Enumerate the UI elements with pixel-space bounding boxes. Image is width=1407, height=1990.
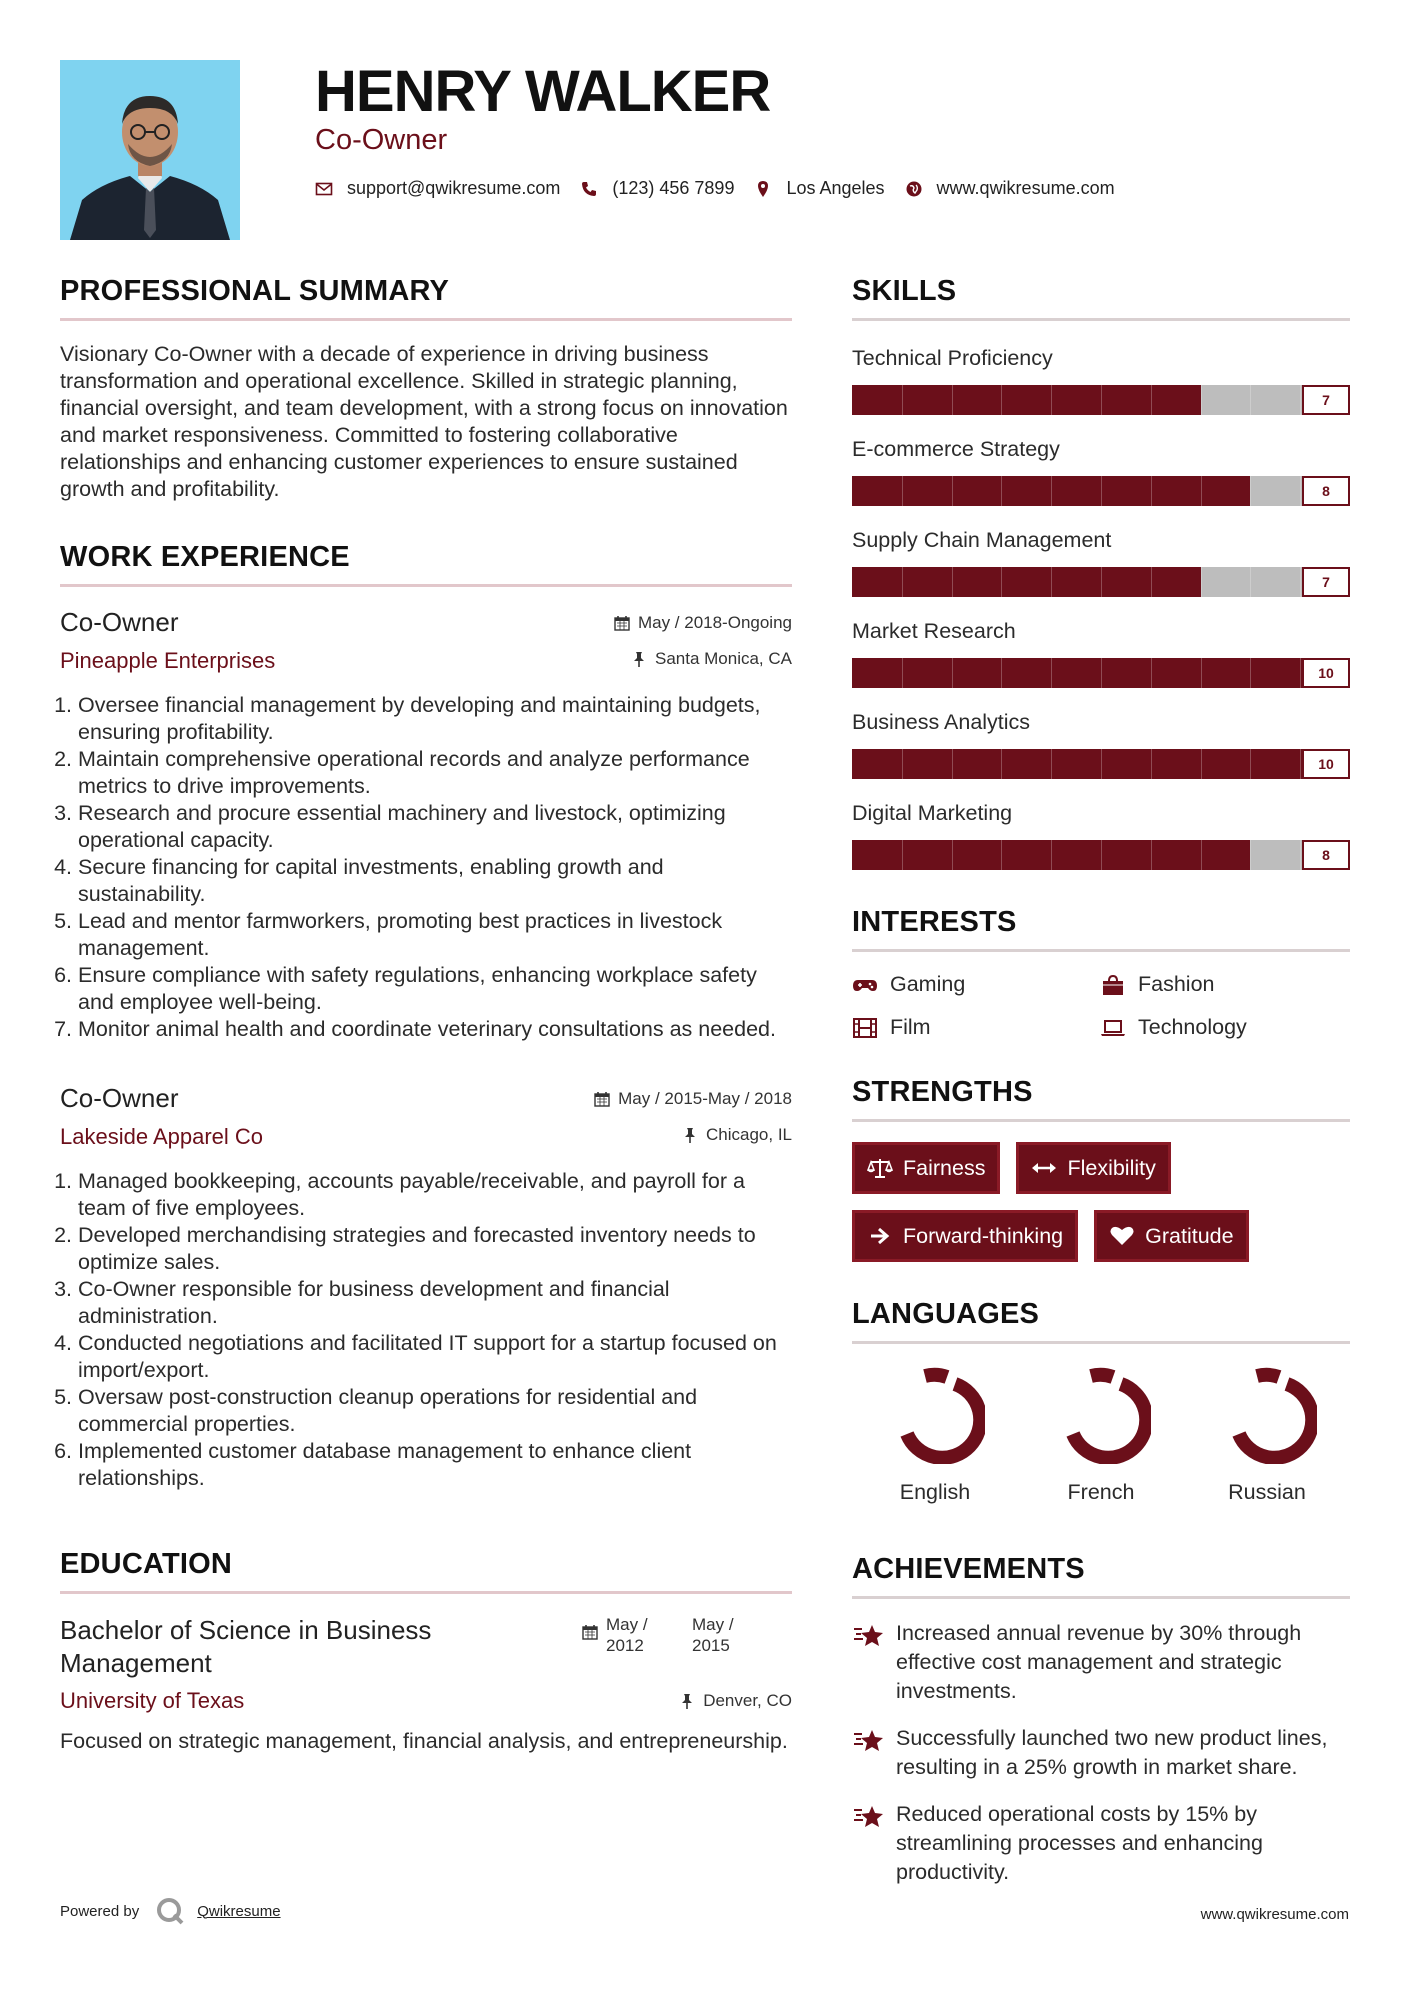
achievements-heading: ACHIEVEMENTS	[852, 1553, 1350, 1599]
skill-item	[852, 614, 1350, 688]
education-heading: EDUCATION	[60, 1548, 792, 1594]
strength-label: Fairness	[903, 1155, 986, 1180]
footer-website-link[interactable]: www.qwikresume.com	[1200, 1906, 1349, 1923]
skill-segment-divider	[1151, 840, 1152, 870]
duty-item: 1. Managed bookkeeping, accounts payable/receivable, and payroll for a team of five employees.	[78, 1168, 792, 1222]
star-trail-icon	[852, 1726, 886, 1754]
achievement-text: Reduced operational costs by 15% by streamlining processes and enhancing productivity.	[896, 1802, 1263, 1884]
contact-email-text: support@qwikresume.com	[347, 178, 561, 198]
interests-section	[852, 906, 1350, 1040]
skill-bar	[852, 840, 1350, 870]
skill-name: Technical Proficiency	[852, 346, 1053, 370]
language-list	[852, 1364, 1350, 1505]
job-meta-block	[594, 1083, 792, 1145]
contact-website-text: www.qwikresume.com	[936, 178, 1115, 198]
strength-label: Gratitude	[1145, 1223, 1234, 1248]
language-ring-arc	[1239, 1384, 1312, 1458]
language-ring-arc	[1257, 1375, 1279, 1377]
job-meta-block	[614, 607, 792, 669]
skill-segment-divider	[1250, 476, 1251, 506]
skill-segment-divider	[1201, 385, 1202, 415]
qwikresume-logo-icon	[155, 1896, 185, 1926]
strengths-section	[852, 1076, 1350, 1262]
star-trail-icon	[852, 1621, 886, 1649]
duty-item: 2. Maintain comprehensive operational records and analyze performance metrics to drive improvements.	[78, 746, 792, 800]
skill-bar	[852, 385, 1350, 415]
skill-fill	[852, 567, 1201, 597]
skill-level-badge: 10	[1302, 749, 1350, 779]
skill-name: E-commerce Strategy	[852, 437, 1060, 461]
skill-name: Market Research	[852, 619, 1016, 643]
achievement-item	[852, 1619, 1350, 1706]
skill-level-badge: 8	[1302, 476, 1350, 506]
job-header	[60, 1083, 792, 1150]
contact-phone[interactable]	[580, 178, 734, 199]
language-name: English	[899, 1480, 971, 1504]
interest-item	[1100, 1015, 1350, 1040]
contact-location	[754, 178, 884, 199]
strengths-heading: STRENGTHS	[852, 1076, 1350, 1122]
language-ring-arc	[907, 1384, 980, 1458]
duty-list	[60, 1168, 792, 1492]
skill-segment-divider	[952, 658, 953, 688]
skill-segment-divider	[1051, 749, 1052, 779]
duty-item: 5. Lead and mentor farmworkers, promoting best practices in livestock management.	[78, 908, 792, 962]
arrow-right-icon	[867, 1225, 893, 1247]
skill-segment-divider	[952, 385, 953, 415]
skill-segment-divider	[1201, 567, 1202, 597]
languages-heading: LANGUAGES	[852, 1298, 1350, 1344]
skill-segment-divider	[1101, 658, 1102, 688]
language-item	[1184, 1364, 1350, 1505]
job-entry	[60, 607, 792, 1043]
interest-item	[1100, 972, 1350, 997]
skill-bar	[852, 749, 1350, 779]
contact-location-text: Los Angeles	[786, 178, 885, 198]
skill-item	[852, 796, 1350, 870]
job-company: Lakeside Apparel Co	[60, 1124, 264, 1149]
contact-bar	[315, 178, 1135, 199]
skill-segment-divider	[1101, 840, 1102, 870]
achievement-text: Successfully launched two new product lines, resulting in a 25% growth in market share.	[896, 1726, 1328, 1779]
skill-segment-divider	[902, 749, 903, 779]
education-start-date: May / 2012	[606, 1615, 648, 1655]
skill-item	[852, 705, 1350, 779]
candidate-role: Co-Owner	[315, 124, 448, 156]
language-name: Russian	[1228, 1480, 1306, 1504]
summary-section	[60, 275, 792, 503]
language-ring-arc	[925, 1375, 947, 1377]
map-pin-icon	[754, 180, 772, 198]
skill-item	[852, 341, 1350, 415]
calendar-icon	[614, 615, 630, 631]
skill-segment-divider	[1250, 840, 1251, 870]
strength-list	[852, 1142, 1350, 1262]
education-school: University of Texas	[60, 1688, 245, 1713]
star-trail-icon	[852, 1802, 886, 1830]
duty-item: 3. Co-Owner responsible for business development and financial administration.	[78, 1276, 792, 1330]
achievements-section	[852, 1553, 1350, 1887]
person-portrait-icon	[60, 60, 240, 240]
education-location-text: Denver, CO	[703, 1691, 792, 1710]
education-dates	[582, 1614, 764, 1680]
duty-item: 4. Conducted negotiations and facilitated IT support for a startup focused on import/export.	[78, 1330, 792, 1384]
skill-segment-divider	[1001, 476, 1002, 506]
skill-segment-divider	[1051, 476, 1052, 506]
skill-segment-divider	[1201, 840, 1202, 870]
language-name: French	[1067, 1480, 1135, 1504]
interest-list	[852, 972, 1350, 1040]
powered-by-label: Powered by	[60, 1902, 140, 1920]
job-company: Pineapple Enterprises	[60, 648, 276, 673]
skill-name: Supply Chain Management	[852, 528, 1112, 552]
job-dates	[614, 613, 792, 633]
skill-segment-divider	[1101, 385, 1102, 415]
skill-bar	[852, 476, 1350, 506]
skill-segment-divider	[1151, 385, 1152, 415]
footer-powered-by	[60, 1896, 281, 1926]
education-header	[60, 1614, 792, 1680]
skill-segment-divider	[902, 476, 903, 506]
skill-segment-divider	[1250, 567, 1251, 597]
duty-item: 2. Developed merchandising strategies and forecasted inventory needs to optimize sales.	[78, 1222, 792, 1276]
duty-item: 4. Secure financing for capital investments, enabling growth and sustainability.	[78, 854, 792, 908]
gamepad-icon	[852, 974, 878, 996]
phone-icon	[580, 180, 598, 198]
skill-segment-divider	[1101, 567, 1102, 597]
strength-label: Flexibility	[1067, 1155, 1156, 1180]
skill-segment-divider	[952, 567, 953, 597]
language-item	[1018, 1364, 1184, 1505]
contact-website[interactable]	[905, 178, 1115, 199]
duty-list	[60, 692, 792, 1043]
interest-label: Fashion	[1138, 972, 1215, 996]
strength-tag	[852, 1210, 1078, 1262]
calendar-icon	[582, 1624, 598, 1640]
language-ring-icon	[885, 1364, 985, 1464]
skill-level-badge: 7	[1302, 385, 1350, 415]
skill-segment-divider	[1201, 658, 1202, 688]
pushpin-icon	[679, 1693, 695, 1709]
language-ring-arc	[1091, 1375, 1113, 1377]
pushpin-icon	[631, 651, 647, 667]
job-dates-text: May / 2015-May / 2018	[618, 1089, 792, 1108]
interest-label: Technology	[1138, 1015, 1247, 1039]
job-location	[614, 649, 792, 669]
achievement-text: Increased annual revenue by 30% through effective cost management and strategic investments.	[896, 1621, 1302, 1703]
skill-name: Business Analytics	[852, 710, 1031, 734]
skill-level-badge: 7	[1302, 567, 1350, 597]
duty-item: 6. Implemented customer database management to enhance client relationships.	[78, 1438, 792, 1492]
skill-segment-divider	[902, 658, 903, 688]
left-column	[60, 275, 792, 1755]
pushpin-icon	[682, 1127, 698, 1143]
skill-segment-divider	[1101, 749, 1102, 779]
job-dates	[594, 1089, 792, 1109]
candidate-name: HENRY WALKER	[315, 59, 771, 124]
skill-segment-divider	[1051, 840, 1052, 870]
job-title: Co-Owner	[60, 1083, 179, 1113]
skill-segment-divider	[1250, 749, 1251, 779]
interest-item	[852, 1015, 1100, 1040]
skill-item	[852, 432, 1350, 506]
balance-scale-icon	[867, 1157, 893, 1179]
education-location	[679, 1691, 792, 1711]
strength-label: Forward-thinking	[903, 1223, 1064, 1248]
interests-heading: INTERESTS	[852, 906, 1350, 952]
skill-segment-divider	[1001, 658, 1002, 688]
interest-item	[852, 972, 1100, 997]
skill-segment-divider	[902, 567, 903, 597]
job-list	[60, 607, 792, 1492]
strength-tag	[1016, 1142, 1170, 1194]
language-ring-arc	[1073, 1384, 1146, 1458]
skill-segment-divider	[1001, 567, 1002, 597]
job-title-block	[60, 1083, 263, 1150]
interest-label: Film	[890, 1015, 931, 1039]
achievement-item	[852, 1724, 1350, 1782]
education-end-date: May / 2015	[692, 1615, 734, 1655]
job-entry	[60, 1083, 792, 1492]
duty-item: 6. Ensure compliance with safety regulations, enhancing workplace safety and employee well-being.	[78, 962, 792, 1016]
job-location-text: Chicago, IL	[706, 1125, 792, 1144]
achievement-list	[852, 1619, 1350, 1887]
skill-bar	[852, 567, 1350, 597]
duty-item: 1. Oversee financial management by developing and maintaining budgets, ensuring profitability.	[78, 692, 792, 746]
shopping-bag-icon	[1100, 974, 1126, 996]
envelope-icon	[315, 180, 333, 198]
right-column	[852, 275, 1350, 1905]
education-degree: Bachelor of Science in Business Management	[60, 1615, 432, 1678]
skill-segment-divider	[1151, 658, 1152, 688]
skill-level-badge: 8	[1302, 840, 1350, 870]
skill-segment-divider	[902, 840, 903, 870]
skill-segment-divider	[1001, 749, 1002, 779]
duty-item: 5. Oversaw post-construction cleanup operations for residential and commercial properties.	[78, 1384, 792, 1438]
job-location-text: Santa Monica, CA	[654, 649, 792, 668]
skill-name: Digital Marketing	[852, 801, 1013, 825]
skill-segment-divider	[952, 749, 953, 779]
experience-section	[60, 541, 792, 1492]
skill-list	[852, 341, 1350, 870]
skill-bar	[852, 658, 1350, 688]
footer-brand-link[interactable]: Qwikresume	[197, 1902, 281, 1920]
skill-segment-divider	[1051, 385, 1052, 415]
skill-segment-divider	[1201, 476, 1202, 506]
heart-icon	[1109, 1225, 1135, 1247]
contact-phone-text: (123) 456 7899	[612, 178, 735, 198]
skill-segment-divider	[1201, 749, 1202, 779]
interest-label: Gaming	[890, 972, 966, 996]
skill-level-badge: 10	[1302, 658, 1350, 688]
summary-heading: PROFESSIONAL SUMMARY	[60, 275, 792, 321]
skill-segment-divider	[1101, 476, 1102, 506]
skill-segment-divider	[952, 476, 953, 506]
duty-item: 3. Research and procure essential machinery and livestock, optimizing operational capacity.	[78, 800, 792, 854]
skill-segment-divider	[902, 385, 903, 415]
skill-segment-divider	[1001, 385, 1002, 415]
profile-photo	[60, 60, 240, 240]
globe-icon	[905, 180, 923, 198]
skills-section	[852, 275, 1350, 870]
duty-item: 7. Monitor animal health and coordinate veterinary consultations as needed.	[78, 1016, 792, 1043]
strength-tag	[852, 1142, 1000, 1194]
language-ring-icon	[1051, 1364, 1151, 1464]
skill-segment-divider	[1151, 567, 1152, 597]
arrows-horizontal-icon	[1031, 1157, 1057, 1179]
summary-text: Visionary Co-Owner with a decade of experience in driving business transformation and operational excellence. Skilled in strategic planning, financial oversight, and team development, with a strong focus on innovation and market responsiveness. Committed to fostering collaborative relationships and enhancing customer experiences to ensure sustained growth and profitability.	[60, 342, 788, 501]
job-location	[594, 1125, 792, 1145]
language-ring-icon	[1217, 1364, 1317, 1464]
skill-fill	[852, 385, 1201, 415]
skill-segment-divider	[1051, 567, 1052, 597]
skill-segment-divider	[1151, 476, 1152, 506]
languages-section	[852, 1298, 1350, 1505]
skills-heading: SKILLS	[852, 275, 1350, 321]
skill-segment-divider	[1151, 749, 1152, 779]
skill-segment-divider	[1051, 658, 1052, 688]
job-title-block	[60, 607, 275, 674]
achievement-item	[852, 1800, 1350, 1887]
skill-segment-divider	[1001, 840, 1002, 870]
strength-tag	[1094, 1210, 1248, 1262]
job-header	[60, 607, 792, 674]
language-item	[852, 1364, 1018, 1505]
laptop-icon	[1100, 1017, 1126, 1039]
contact-email[interactable]	[315, 178, 560, 199]
education-school-row	[60, 1688, 792, 1714]
skill-segment-divider	[1250, 385, 1251, 415]
education-section	[60, 1548, 792, 1755]
skill-segment-divider	[1250, 658, 1251, 688]
skill-segment-divider	[952, 840, 953, 870]
education-description: Focused on strategic management, financial analysis, and entrepreneurship.	[60, 1729, 788, 1753]
skill-item	[852, 523, 1350, 597]
calendar-icon	[594, 1091, 610, 1107]
job-title: Co-Owner	[60, 607, 179, 637]
job-dates-text: May / 2018-Ongoing	[637, 613, 792, 632]
film-icon	[852, 1017, 878, 1039]
experience-heading: WORK EXPERIENCE	[60, 541, 792, 587]
